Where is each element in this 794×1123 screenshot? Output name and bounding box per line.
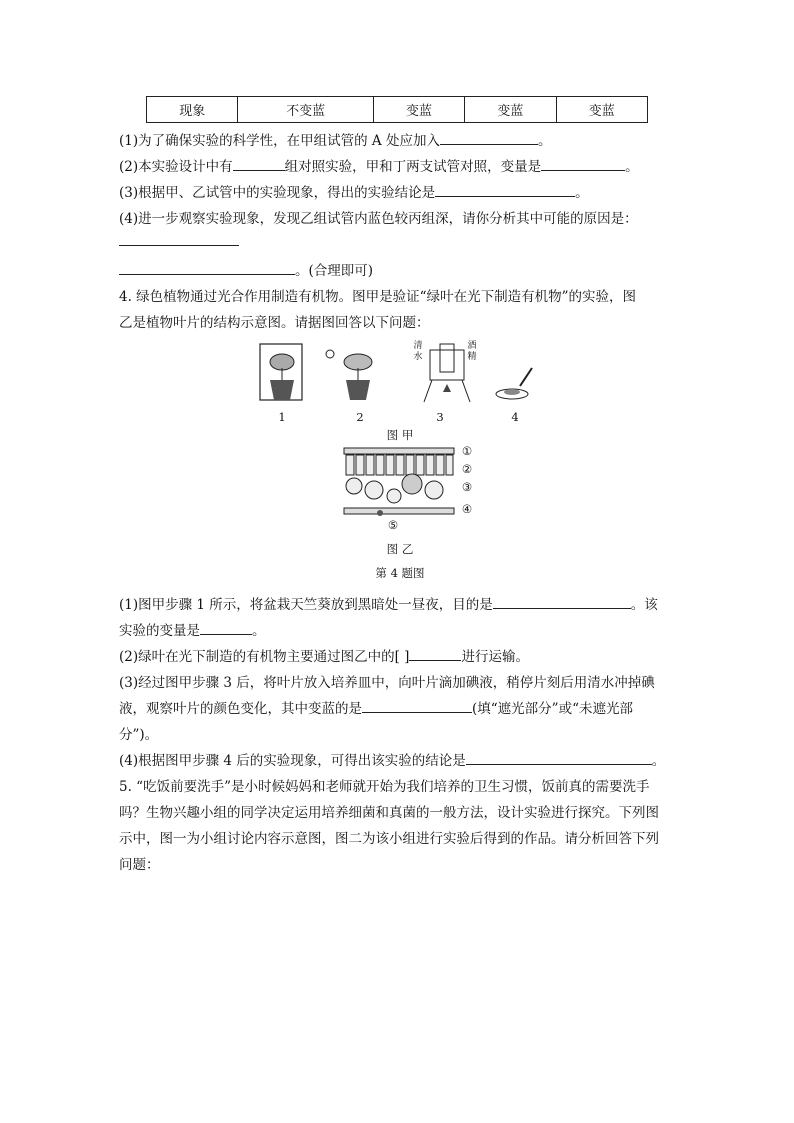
q4-intro-line2: 乙是植物叶片的结构示意图。请据图回答以下问题： xyxy=(119,315,430,331)
figure-b-caption: 图 乙 xyxy=(386,542,414,556)
answer-blank[interactable] xyxy=(493,596,631,609)
step2-plant-sun-icon xyxy=(326,350,372,400)
q3-part4-end: 。(合理即可) xyxy=(295,263,374,279)
table-cell: 变蓝 xyxy=(556,97,647,123)
answer-blank[interactable] xyxy=(435,184,575,197)
q4-part4-text: (4)根据图甲步骤 4 后的实验现象，可得出该实验的结论是 xyxy=(119,753,466,769)
leaf-label: ① xyxy=(461,444,473,458)
q4-part1-text-b: 。该 xyxy=(630,597,658,613)
q4-part4 xyxy=(119,749,665,769)
leaf-label: ③ xyxy=(461,480,473,494)
observation-table xyxy=(146,96,648,123)
q3-part4-text: (4)进一步观察实验现象，发现乙组试管内蓝色较丙组深，请你分析其中可能的原因是： xyxy=(119,211,638,227)
step3-water-bath-icon xyxy=(424,344,470,402)
q3-part4-blank-line xyxy=(119,233,239,250)
q5-line1: 5. “吃饭前要洗手”是小时候妈妈和老师就开始为我们培养的卫生习惯，饭前真的需要洗手 xyxy=(119,779,650,795)
answer-blank[interactable] xyxy=(200,622,252,635)
figure-b-leaf-section xyxy=(342,446,457,524)
q4-part3-line2 xyxy=(119,697,633,717)
figure-caption: 第 4 题图 xyxy=(375,566,425,580)
answer-blank[interactable] xyxy=(541,158,625,171)
leaf-label: ⑤ xyxy=(387,518,399,532)
table-header-cell: 现象 xyxy=(147,97,238,123)
q5-line2: 吗？生物兴趣小组的同学决定运用培养细菌和真菌的一般方法，设计实验进行探究。下列图 xyxy=(119,805,659,821)
q4-part3-line1: (3)经过图甲步骤 3 后，将叶片放入培养皿中，向叶片滴加碘液，稍停片刻后用清水冲掉碘 xyxy=(119,675,655,691)
q4-part2-text-a: (2)绿叶在光下制造的有机物主要通过图乙中的[ ] xyxy=(119,649,410,665)
step1-plant-icon xyxy=(260,344,302,400)
q3-part1-text: (1)为了确保实验的科学性，在甲组试管的 A 处应加入 xyxy=(119,133,440,149)
table-cell: 变蓝 xyxy=(373,97,464,123)
leaf-label: ④ xyxy=(461,502,473,516)
figure-a-caption: 图 甲 xyxy=(386,428,414,442)
q3-part3-end: 。 xyxy=(575,185,589,201)
answer-blank[interactable] xyxy=(233,158,285,171)
step-number: 3 xyxy=(436,410,444,424)
q4-part1-text-a: (1)图甲步骤 1 所示，将盆栽天竺葵放到黑暗处一昼夜，目的是 xyxy=(119,597,493,613)
answer-blank[interactable] xyxy=(362,700,472,713)
step4-dropper-dish-icon xyxy=(496,368,532,399)
q4-part4-end: 。 xyxy=(651,753,666,769)
answer-blank[interactable] xyxy=(409,648,461,661)
q3-part3 xyxy=(119,181,589,201)
q3-part4 xyxy=(119,207,638,227)
q4-part1 xyxy=(119,593,658,613)
answer-blank[interactable] xyxy=(440,132,538,145)
q4-part3-line3: 分”)。 xyxy=(119,727,159,743)
q4-part1-text-c: 实验的变量是 xyxy=(119,623,200,639)
table-cell: 变蓝 xyxy=(465,97,556,123)
q3-part3-text: (3)根据甲、乙试管中的实验现象，得出的实验结论是 xyxy=(119,185,436,201)
table-row xyxy=(147,97,648,123)
q3-part1 xyxy=(119,129,551,149)
q4-part3-text-c: (填“遮光部分”或“未遮光部 xyxy=(472,701,633,717)
q3-part1-end: 。 xyxy=(537,133,552,149)
q4-intro-line1: 4. 绿色植物通过光合作用制造有机物。图甲是验证“绿叶在光下制造有机物”的实验，图 xyxy=(119,289,636,305)
beaker-label-left: 清水 xyxy=(413,341,423,362)
q4-part1-cont xyxy=(119,619,266,639)
q3-part2 xyxy=(119,155,639,175)
answer-blank[interactable] xyxy=(119,233,239,246)
answer-blank[interactable] xyxy=(119,262,295,275)
q3-part2-end: 。 xyxy=(625,159,639,175)
answer-blank[interactable] xyxy=(466,752,652,765)
q4-part2-text-b: 进行运输。 xyxy=(461,649,529,665)
table-cell: 不变蓝 xyxy=(238,97,373,123)
q3-part2-text-b: 组对照实验，甲和丁两支试管对照，变量是 xyxy=(284,159,542,175)
step-number: 2 xyxy=(356,410,364,424)
leaf-label: ② xyxy=(461,462,473,476)
q4-part3-text-b: 液，观察叶片的颜色变化，其中变蓝的是 xyxy=(119,701,362,717)
q4-part2 xyxy=(119,645,529,665)
step-number: 1 xyxy=(278,410,286,424)
q3-part4-blank-line2 xyxy=(119,259,373,279)
figure-a xyxy=(250,340,550,430)
step-number: 4 xyxy=(511,410,519,424)
q5-line4: 问题： xyxy=(119,857,160,873)
q4-part1-end: 。 xyxy=(252,623,266,639)
q5-line3: 示中，图一为小组讨论内容示意图，图二为该小组进行实验后得到的作品。请分析回答下列 xyxy=(119,831,659,847)
q3-part2-text-a: (2)本实验设计中有 xyxy=(119,159,233,175)
beaker-label-right: 酒精 xyxy=(467,341,477,362)
